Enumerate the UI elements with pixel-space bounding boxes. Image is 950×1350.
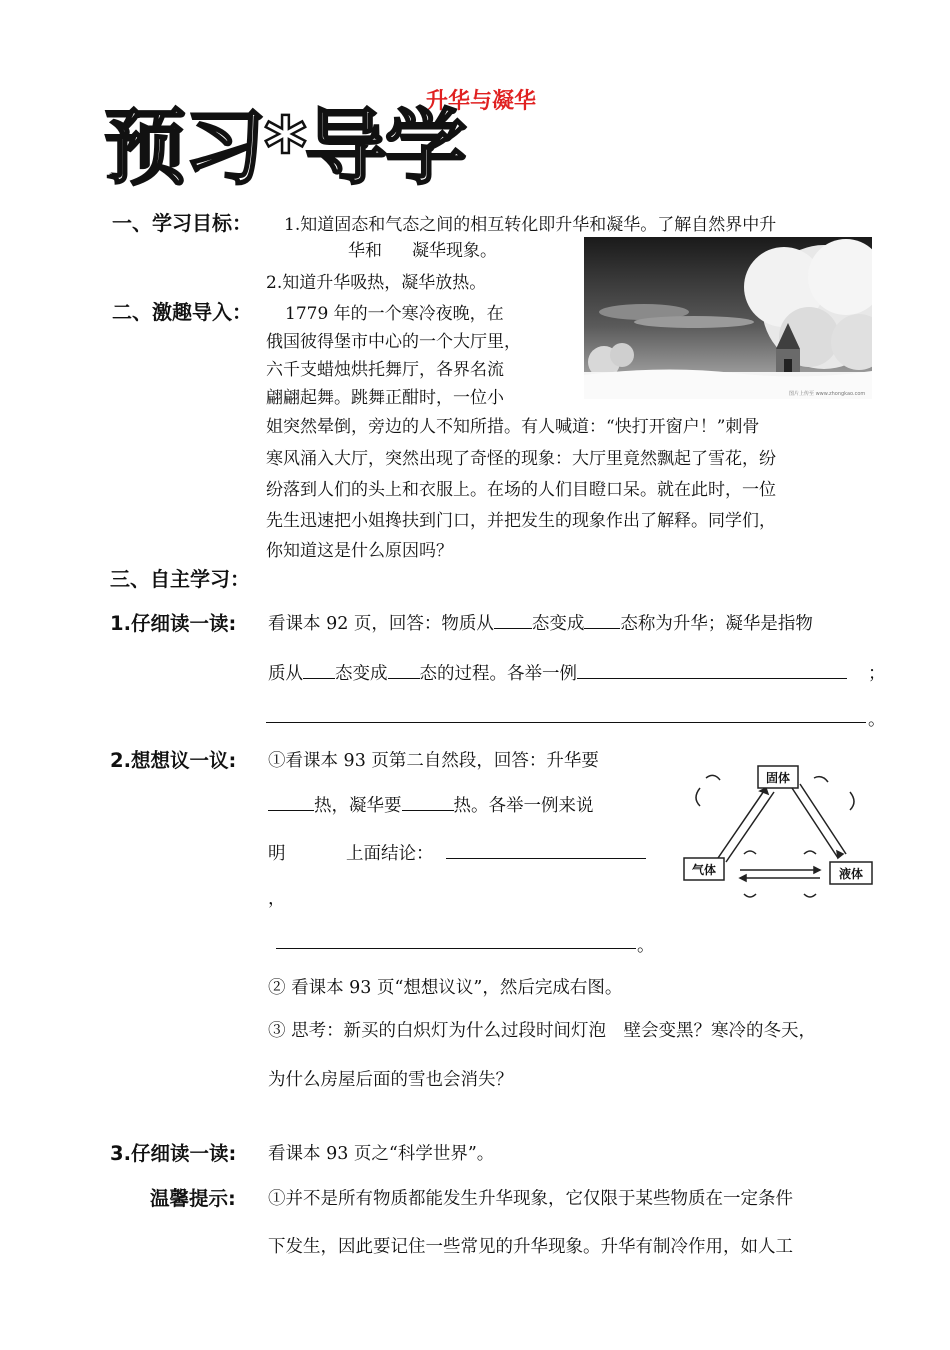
diagram-solid-label: 固体: [765, 771, 791, 785]
answer-line-3[interactable]: [276, 948, 636, 949]
intro-line-6: 寒风涌入大厅，突然出现了奇怪的现象：大厅里竟然飘起了雪花，纷: [266, 449, 776, 469]
intro-line-8: 先生迅速把小姐搀扶到门口，并把发生的现象作出了解释。同学们，: [266, 511, 776, 531]
intro-line-2: 俄国彼得堡市中心的一个大厅里，: [266, 332, 521, 352]
q3-label: 3.仔细读一读:: [110, 1142, 237, 1165]
intro-line-5: 姐突然晕倒，旁边的人不知所措。有人喊道：“快打开窗户！”刺骨: [266, 417, 760, 437]
q2-line3a: 明: [268, 844, 286, 864]
intro-line-4: 翩翩起舞。跳舞正酣时，一位小: [266, 388, 504, 408]
tip-line2: 下发生，因此要记住一些常见的升华现象。升华有制冷作用，如人工: [268, 1237, 793, 1257]
winter-tree-photo: [584, 237, 872, 399]
photo-caption: 图片上传至 www.zhongkao.com: [789, 391, 866, 397]
intro-line-9: 你知道这是什么原因吗？: [266, 541, 453, 561]
q1-line2: 质从 态变成 态的过程。各举一例: [268, 660, 847, 685]
tip-label: 温馨提示:: [150, 1187, 236, 1210]
section2-heading: 二、激趣导入：: [112, 300, 252, 324]
blank-5[interactable]: [577, 664, 847, 679]
diagram-liquid-label: 液体: [838, 867, 864, 881]
q3-text: 看课本 93 页之“科学世界”。: [268, 1144, 495, 1164]
section1-heading: 一、学习目标：: [112, 211, 252, 235]
goal1-line1: 1.知道固态和气态之间的相互转化即升华和凝华。了解自然界中升: [284, 215, 777, 235]
q2-period: 。: [637, 936, 655, 956]
goal1-line2a: 华和: [348, 241, 382, 261]
state-change-diagram: [680, 758, 880, 908]
diagram-gas-label: 气体: [691, 863, 717, 877]
blank-4[interactable]: [388, 664, 420, 679]
q2-line2: 热，凝华要 热。各举一例来说: [268, 792, 594, 817]
q1-label: 1.仔细读一读:: [110, 612, 237, 635]
document-title: 升华与凝华: [426, 89, 537, 114]
q2-line7: ③ 思考：新买的白炽灯为什么过段时间灯泡 壁会变黑？寒冷的冬天，: [268, 1021, 817, 1041]
banner-heading: 预习*导学: [104, 101, 465, 196]
q1-semicolon: ；: [868, 664, 886, 684]
answer-line-1[interactable]: [266, 722, 866, 723]
blank-3[interactable]: [303, 664, 335, 679]
q2-label: 2.想想议一议:: [110, 749, 237, 772]
intro-line-3: 六千支蜡烛烘托舞厅，各界名流: [266, 360, 504, 380]
q1-line1: 看课本 92 页，回答：物质从 态变成 态称为升华；凝华是指物: [268, 614, 813, 634]
tip-line1: ①并不是所有物质都能发生升华现象，它仅限于某些物质在一定条件: [268, 1189, 793, 1209]
blank-1[interactable]: [494, 614, 532, 629]
intro-line-7: 纷落到人们的头上和衣服上。在场的人们目瞪口呆。就在此时，一位: [266, 480, 776, 500]
goal2: 2.知道升华吸热，凝华放热。: [266, 273, 487, 293]
intro-line-1: 1779 年的一个寒冷夜晚，在: [285, 304, 504, 324]
q2-line3b: 上面结论：: [346, 844, 434, 864]
q2-comma: ，: [268, 889, 286, 909]
q2-line8: 为什么房屋后面的雪也会消失？: [268, 1070, 513, 1090]
blank-6[interactable]: [268, 796, 314, 811]
q1-period: 。: [868, 710, 886, 730]
q2-line6: ② 看课本 93 页“想想议议”，然后完成右图。: [268, 978, 623, 998]
q2-line1: ①看课本 93 页第二自然段，回答：升华要: [268, 751, 599, 771]
blank-2[interactable]: [584, 614, 620, 629]
goal1-line2b: 凝华现象。: [412, 241, 497, 261]
blank-7[interactable]: [402, 796, 454, 811]
answer-line-2[interactable]: [446, 858, 646, 859]
section3-heading: 三、自主学习：: [110, 567, 250, 591]
